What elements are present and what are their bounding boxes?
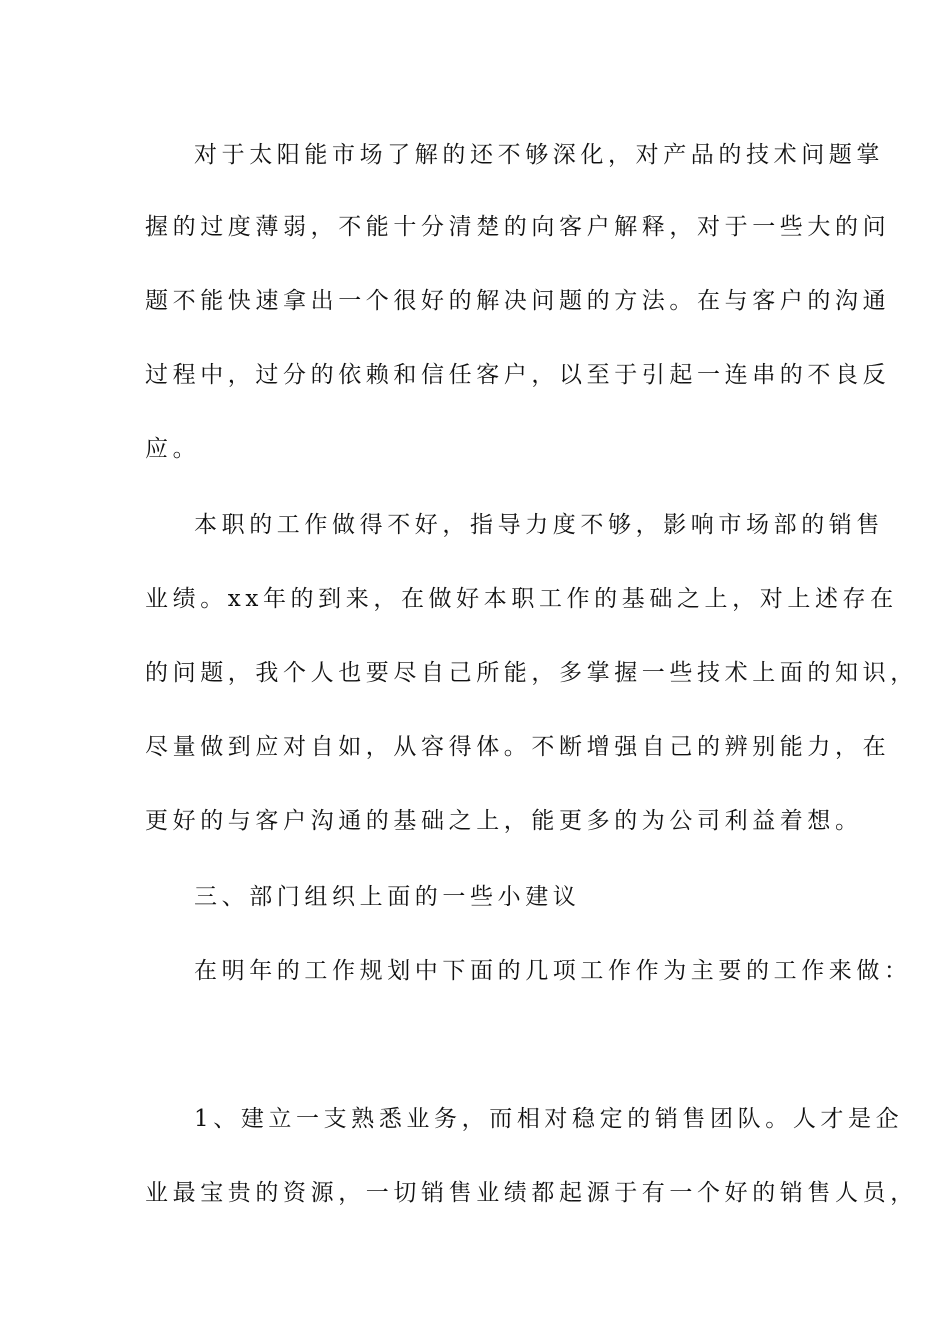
paragraph-2-line-5: 更好的与客户沟通的基础之上，能更多的为公司利益着想。: [145, 808, 863, 834]
paragraph-3-line-1: 在明年的工作规划中下面的几项工作作为主要的工作来做：: [194, 958, 912, 984]
paragraph-2-line-1: 本职的工作做得不好，指导力度不够，影响市场部的销售: [194, 512, 884, 538]
paragraph-1-line-1: 对于太阳能市场了解的还不够深化，对产品的技术问题掌: [194, 142, 884, 168]
paragraph-4-line-2: 业最宝贵的资源，一切销售业绩都起源于有一个好的销售人员，: [145, 1180, 918, 1206]
paragraph-4-line-1: 1、建立一支熟悉业务，而相对稳定的销售团队。人才是企: [194, 1106, 904, 1132]
paragraph-1-line-4: 过程中，过分的依赖和信任客户，以至于引起一连串的不良反: [145, 362, 891, 388]
paragraph-1-line-3: 题不能快速拿出一个很好的解决问题的方法。在与客户的沟通: [145, 288, 891, 314]
paragraph-2-line-3: 的问题，我个人也要尽自己所能，多掌握一些技术上面的知识，: [145, 660, 918, 686]
paragraph-1-line-2: 握的过度薄弱，不能十分清楚的向客户解释，对于一些大的问: [145, 214, 891, 240]
paragraph-1-line-5: 应。: [145, 436, 201, 462]
paragraph-2-line-2: 业绩。xx年的到来，在做好本职工作的基础之上，对上述存在: [145, 586, 898, 612]
section-heading: 三、部门组织上面的一些小建议: [194, 884, 581, 910]
paragraph-2-line-4: 尽量做到应对自如，从容得体。不断增强自己的辨别能力，在: [145, 734, 891, 760]
